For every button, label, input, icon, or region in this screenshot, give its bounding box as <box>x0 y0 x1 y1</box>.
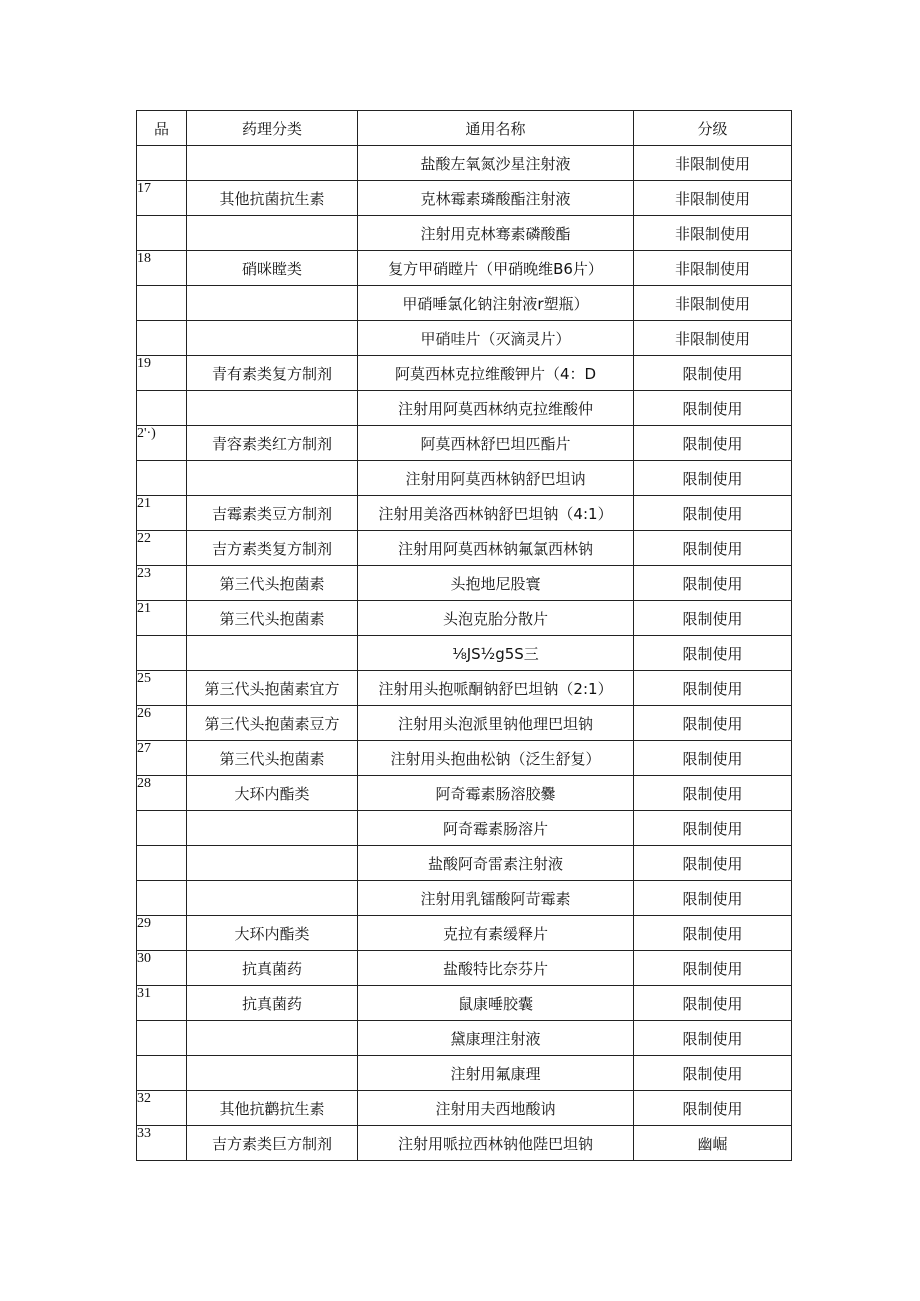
row-number-cell: 2'·) <box>137 426 187 461</box>
row-number-cell: 27 <box>137 741 187 776</box>
header-pharmacological-category: 药理分类 <box>187 111 358 146</box>
generic-name-cell: 注射用克林骞素磷酸酯 <box>358 216 634 251</box>
restriction-level-cell: 非限制使用 <box>634 251 792 286</box>
restriction-level-cell: 非限制使用 <box>634 216 792 251</box>
table-row <box>137 321 792 356</box>
table-row <box>137 566 792 601</box>
generic-name-cell: 克拉有素缓释片 <box>358 916 634 951</box>
row-number-cell: 17 <box>137 181 187 216</box>
restriction-level-cell: 限制使用 <box>634 741 792 776</box>
generic-name-cell: 克林霉素璘酸酯注射液 <box>358 181 634 216</box>
pharmacological-category-cell: 吉霉素类豆方制剂 <box>187 496 358 531</box>
row-number-cell: 19 <box>137 356 187 391</box>
pharmacological-category-cell: 第三代头抱菌素 <box>187 601 358 636</box>
table-row <box>137 986 792 1021</box>
generic-name-cell: 注射用阿莫西林钠舒巴坦讷 <box>358 461 634 496</box>
row-number-cell <box>137 881 187 916</box>
generic-name-cell: 阿莫西林舒巴坦匹酯片 <box>358 426 634 461</box>
restriction-level-cell: 限制使用 <box>634 566 792 601</box>
row-number-cell <box>137 1056 187 1091</box>
table-row <box>137 1021 792 1056</box>
table-row <box>137 671 792 706</box>
pharmacological-category-cell: 吉方素类复方制剂 <box>187 531 358 566</box>
header-generic-name: 通用名称 <box>358 111 634 146</box>
table-row <box>137 286 792 321</box>
generic-name-cell: 甲硝唾氯化钠注射液r塑瓶） <box>358 286 634 321</box>
restriction-level-cell: 幽崛 <box>634 1126 792 1161</box>
pharmacological-category-cell: 大环内酯类 <box>187 916 358 951</box>
pharmacological-category-cell <box>187 146 358 181</box>
generic-name-cell: 注射用阿莫西林纳克拉维酸仲 <box>358 391 634 426</box>
pharmacological-category-cell: 第三代头抱菌素豆方 <box>187 706 358 741</box>
restriction-level-cell: 限制使用 <box>634 636 792 671</box>
table-row <box>137 916 792 951</box>
pharmacological-category-cell <box>187 881 358 916</box>
generic-name-cell: 头抱地尼股寰 <box>358 566 634 601</box>
table-row <box>137 601 792 636</box>
restriction-level-cell: 限制使用 <box>634 1021 792 1056</box>
generic-name-cell: 注射用头泡派里钠他理巴坦钠 <box>358 706 634 741</box>
table-row <box>137 846 792 881</box>
table-row <box>137 356 792 391</box>
restriction-level-cell: 限制使用 <box>634 706 792 741</box>
table-row <box>137 881 792 916</box>
generic-name-cell: 注射用头抱曲松钠（泛生舒复） <box>358 741 634 776</box>
generic-name-cell: 注射用夫西地酸讷 <box>358 1091 634 1126</box>
restriction-level-cell: 限制使用 <box>634 986 792 1021</box>
row-number-cell: 28 <box>137 776 187 811</box>
table-row <box>137 181 792 216</box>
table-row <box>137 461 792 496</box>
table-row <box>137 636 792 671</box>
drug-classification-table <box>136 110 792 1161</box>
row-number-cell <box>137 846 187 881</box>
pharmacological-category-cell: 青容素类红方制剂 <box>187 426 358 461</box>
table-row <box>137 426 792 461</box>
row-number-cell: 21 <box>137 601 187 636</box>
row-number-cell: 33 <box>137 1126 187 1161</box>
row-number-cell: 26 <box>137 706 187 741</box>
row-number-cell <box>137 1021 187 1056</box>
generic-name-cell: 注射用哌拉西林钠他陛巴坦钠 <box>358 1126 634 1161</box>
restriction-level-cell: 限制使用 <box>634 426 792 461</box>
pharmacological-category-cell: 吉方素类巨方制剂 <box>187 1126 358 1161</box>
pharmacological-category-cell <box>187 811 358 846</box>
pharmacological-category-cell <box>187 1021 358 1056</box>
table-row <box>137 496 792 531</box>
table-row <box>137 741 792 776</box>
pharmacological-category-cell <box>187 1056 358 1091</box>
pharmacological-category-cell: 其他抗菌抗生素 <box>187 181 358 216</box>
generic-name-cell: 复方甲硝瞠片（甲硝晚维B6片） <box>358 251 634 286</box>
generic-name-cell: 盐酸阿奇雷素注射液 <box>358 846 634 881</box>
generic-name-cell: 鼠康唾胶囊 <box>358 986 634 1021</box>
table-row <box>137 251 792 286</box>
generic-name-cell: 阿奇霉素肠溶胶爨 <box>358 776 634 811</box>
row-number-cell: 30 <box>137 951 187 986</box>
generic-name-cell: 甲硝哇片（灭滴灵片） <box>358 321 634 356</box>
row-number-cell <box>137 286 187 321</box>
row-number-cell <box>137 461 187 496</box>
generic-name-cell: 阿莫西林克拉维酸钾片（4：D <box>358 356 634 391</box>
row-number-cell: 21 <box>137 496 187 531</box>
generic-name-cell: 注射用氟康理 <box>358 1056 634 1091</box>
row-number-cell <box>137 146 187 181</box>
pharmacological-category-cell: 抗真菌药 <box>187 986 358 1021</box>
restriction-level-cell: 非限制使用 <box>634 286 792 321</box>
restriction-level-cell: 限制使用 <box>634 391 792 426</box>
restriction-level-cell: 非限制使用 <box>634 181 792 216</box>
pharmacological-category-cell <box>187 286 358 321</box>
row-number-cell: 25 <box>137 671 187 706</box>
generic-name-cell: 注射用头抱哌酮钠舒巴坦钠（2:1） <box>358 671 634 706</box>
generic-name-cell: 注射用美洛西林钠舒巴坦钠（4:1） <box>358 496 634 531</box>
table-row <box>137 951 792 986</box>
restriction-level-cell: 限制使用 <box>634 531 792 566</box>
pharmacological-category-cell: 硝咪瞠类 <box>187 251 358 286</box>
restriction-level-cell: 限制使用 <box>634 916 792 951</box>
header-restriction-level: 分级 <box>634 111 792 146</box>
row-number-cell: 22 <box>137 531 187 566</box>
restriction-level-cell: 限制使用 <box>634 496 792 531</box>
row-number-cell <box>137 216 187 251</box>
generic-name-cell: 盐酸左氧氮沙星注射液 <box>358 146 634 181</box>
table-row <box>137 811 792 846</box>
restriction-level-cell: 限制使用 <box>634 1091 792 1126</box>
restriction-level-cell: 非限制使用 <box>634 321 792 356</box>
generic-name-cell: ⅛JS½g5S三 <box>358 636 634 671</box>
table-row <box>137 1091 792 1126</box>
restriction-level-cell: 限制使用 <box>634 1056 792 1091</box>
table-body <box>137 146 792 1161</box>
restriction-level-cell: 非限制使用 <box>634 146 792 181</box>
generic-name-cell: 阿奇霉素肠溶片 <box>358 811 634 846</box>
restriction-level-cell: 限制使用 <box>634 356 792 391</box>
restriction-level-cell: 限制使用 <box>634 811 792 846</box>
table-header-row <box>137 111 792 146</box>
row-number-cell: 32 <box>137 1091 187 1126</box>
pharmacological-category-cell: 大环内酯类 <box>187 776 358 811</box>
pharmacological-category-cell <box>187 636 358 671</box>
table-row <box>137 706 792 741</box>
row-number-cell: 23 <box>137 566 187 601</box>
pharmacological-category-cell: 抗真菌药 <box>187 951 358 986</box>
generic-name-cell: 盐酸特比奈芬片 <box>358 951 634 986</box>
restriction-level-cell: 限制使用 <box>634 601 792 636</box>
table-row <box>137 776 792 811</box>
pharmacological-category-cell: 第三代头抱菌素 <box>187 566 358 601</box>
pharmacological-category-cell <box>187 846 358 881</box>
pharmacological-category-cell <box>187 461 358 496</box>
row-number-cell: 31 <box>137 986 187 1021</box>
restriction-level-cell: 限制使用 <box>634 671 792 706</box>
pharmacological-category-cell: 第三代头抱菌素 <box>187 741 358 776</box>
table-row <box>137 531 792 566</box>
table-row <box>137 216 792 251</box>
restriction-level-cell: 限制使用 <box>634 846 792 881</box>
generic-name-cell: 注射用乳镭酸阿苛霉素 <box>358 881 634 916</box>
table-row <box>137 391 792 426</box>
generic-name-cell: 头泡克胎分散片 <box>358 601 634 636</box>
pharmacological-category-cell <box>187 321 358 356</box>
pharmacological-category-cell: 其他抗鹳抗生素 <box>187 1091 358 1126</box>
pharmacological-category-cell <box>187 391 358 426</box>
restriction-level-cell: 限制使用 <box>634 776 792 811</box>
generic-name-cell: 注射用阿莫西林钠氟氯西林钠 <box>358 531 634 566</box>
pharmacological-category-cell <box>187 216 358 251</box>
header-number: 品 <box>137 111 187 146</box>
row-number-cell <box>137 391 187 426</box>
row-number-cell: 18 <box>137 251 187 286</box>
row-number-cell <box>137 321 187 356</box>
restriction-level-cell: 限制使用 <box>634 951 792 986</box>
table-row <box>137 146 792 181</box>
row-number-cell: 29 <box>137 916 187 951</box>
table-row <box>137 1056 792 1091</box>
row-number-cell <box>137 636 187 671</box>
restriction-level-cell: 限制使用 <box>634 881 792 916</box>
restriction-level-cell: 限制使用 <box>634 461 792 496</box>
row-number-cell <box>137 811 187 846</box>
table-row <box>137 1126 792 1161</box>
pharmacological-category-cell: 青有素类复方制剂 <box>187 356 358 391</box>
pharmacological-category-cell: 第三代头抱菌素宜方 <box>187 671 358 706</box>
generic-name-cell: 黛康理注射液 <box>358 1021 634 1056</box>
